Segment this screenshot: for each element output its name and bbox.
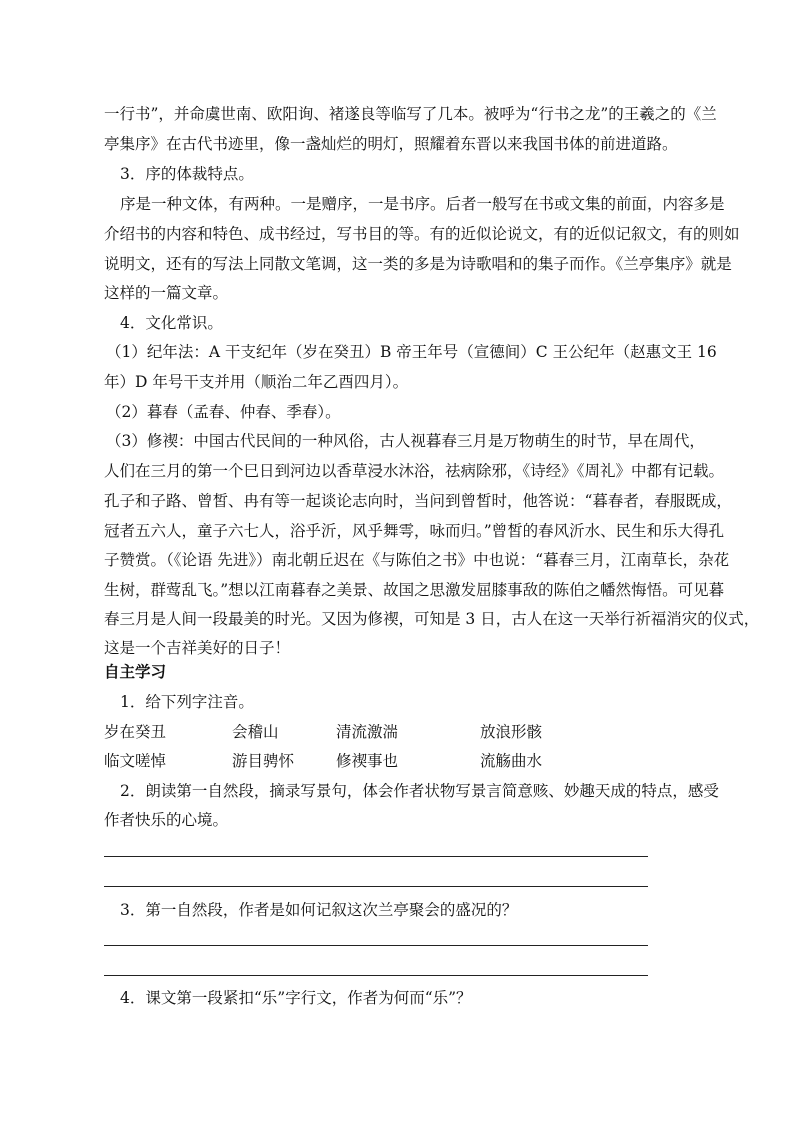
vocab-item: 游目骋怀 [232,752,295,770]
paragraph-line: 春三月是人间一段最美的时光。又因为修禊，可知是 3 日，古人在这一天举行祈福消灾的仪式， [104,610,760,628]
paragraph-line: 介绍书的内容和特色、成书经过，写书目的等。有的近似论说文，有的近似记叙文，有的则如 [104,225,740,243]
question-1: 1．给下列字注音。 [120,693,254,711]
paragraph-line: 子赞赏。（《论语 先进》）南北朝丘迟在《与陈伯之书》中也说：“暮春三月，江南草长，杂花 [104,551,730,569]
paragraph-line: 年）D 年号干支并用（顺治二年乙酉四月）。 [104,373,409,391]
paragraph-line: 说明文，还有的写法上同散文笔调，这一类的多是为诗歌唱和的集子而作。《兰亭集序》就是 [104,255,732,273]
vocab-item: 会稽山 [232,723,279,741]
vocab-item: 临文嗟悼 [104,752,167,770]
section-title: 自主学习 [104,663,167,681]
paragraph-line: （3）修禊：中国古代民间的一种风俗，古人视暮春三月是万物萌生的时节，早在周代， [106,432,705,450]
question-2-continued: 作者快乐的心境。 [104,811,229,829]
paragraph-line: 人们在三月的第一个巳日到河边以香草浸水沐浴，祛病除邪，《诗经》《周礼》中都有记载。 [104,462,725,480]
question-4: 4．课文第一段紧扣“乐”字行文，作者为何而“乐”？ [120,989,472,1007]
vocab-item: 流觞曲水 [480,752,543,770]
paragraph-line: 孔子和子路、曾皙、冉有等一起谈论志向时，当问到曾皙时，他答说：“暮春者，春服既成， [104,492,732,510]
vocab-item: 清流激湍 [336,723,399,741]
paragraph-line: 这是一个吉祥美好的日子！ [104,639,291,657]
vocab-item: 放浪形骸 [480,723,543,741]
section-heading: 4．文化常识。 [120,314,223,332]
paragraph-line: （1）纪年法：A 干支纪年（岁在癸丑）B 帝王年号（宣德间）C 王公纪年（赵惠文王 16 [106,343,717,361]
question-2: 2．朗读第一自然段，摘录写景句，体会作者状物写景言简意赅、妙趣天成的特点，感受 [120,782,719,800]
vocab-item: 岁在癸丑 [104,723,167,741]
paragraph-line: 一行书”，并命虞世南、欧阳询、褚遂良等临写了几本。被呼为“行书之龙”的王羲之的《兰 [104,105,717,123]
answer-line[interactable] [104,975,648,976]
paragraph-line: 冠者五六人，童子六七人，浴乎沂，风乎舞雩，咏而归。”曾皙的春风沂水、民生和乐大得孔 [104,522,725,540]
answer-line[interactable] [104,856,648,857]
paragraph-line: 生树，群莺乱飞。”想以江南暮春之美景、故国之思激发屈膝事敌的陈伯之幡然悔悟。可见暮 [104,581,725,599]
answer-line[interactable] [104,945,648,946]
paragraph-line: 序是一种文体，有两种。一是赠序，一是书序。后者一般写在书或文集的前面，内容多是 [120,195,725,213]
vocab-item: 修禊事也 [336,752,399,770]
question-3: 3．第一自然段，作者是如何记叙这次兰亭聚会的盛况的？ [120,901,518,919]
paragraph-line: 亭集序》在古代书迹里，像一盏灿烂的明灯，照耀着东晋以来我国书体的前进道路。 [104,135,678,153]
section-heading: 3．序的体裁特点。 [120,165,254,183]
answer-line[interactable] [104,886,648,887]
paragraph-line: （2）暮春（孟春、仲春、季春）。 [106,403,341,421]
paragraph-line: 这样的一篇文章。 [104,284,229,302]
